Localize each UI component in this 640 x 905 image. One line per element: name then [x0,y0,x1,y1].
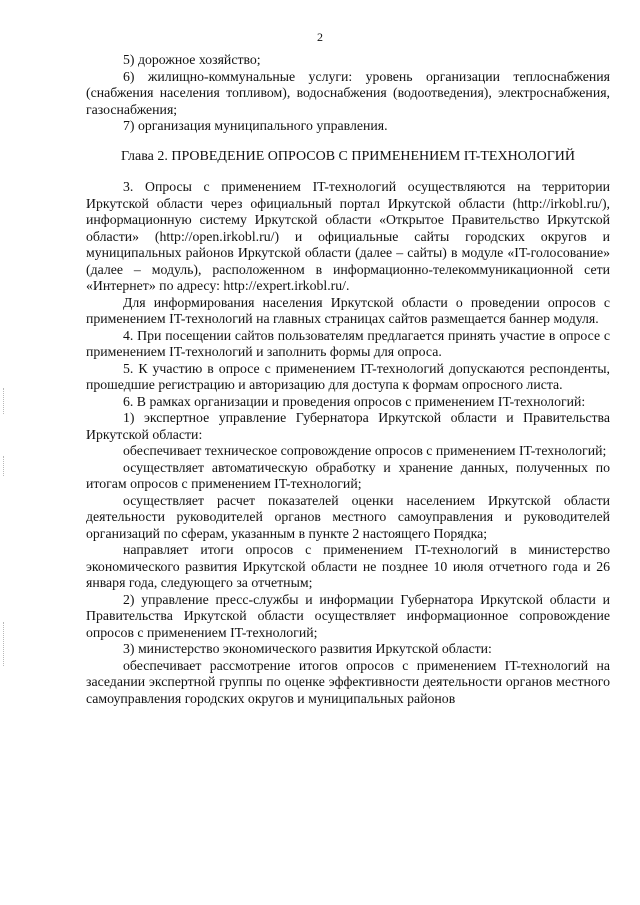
document-body [86,52,610,707]
paragraph: осуществляет автоматическую обработку и хранение данных, полученных по итогам опросов с применением IT-технологий; [86,459,610,491]
paragraph: Для информирования населения Иркутской области о проведении опросов с применением IT-технологий на главных страницах сайтов размещается баннер модуля. [86,294,610,326]
paragraph: осуществляет расчет показателей оценки населением Иркутской области деятельности руководителей органов местного самоуправления и руководителей организаций по сферам, указанным в пункте 2 настоящего Порядка; [86,492,610,541]
paragraph: 3. Опросы с применением IT-технологий осуществляются на территории Иркутской области через официальный портал Иркутской области (http://irkobl.ru/), информационную систему Иркутской области «Открытое Правительство Иркутской области» (http://open.irkobl.ru/) и официальные сайты городских округов и муниципальных районов Иркутской области (далее – сайты) в модуле «IT-голосование» (далее – модуль), расположенном в информационно-телекоммуникационной сети «Интернет» по адресу: http://expert.irkobl.ru/. [86,179,610,293]
paragraph: 5. К участию в опросе с применением IT-технологий допускаются респонденты, прошедшие регистрацию и авторизацию для доступа к формам опросного листа. [86,360,610,392]
list-item: 7) организация муниципального управления. [123,118,388,133]
paragraph: обеспечивает рассмотрение итогов опросов с применением IT-технологий на заседании экспертной группы по оценке эффективности деятельности органов местного самоуправления городских округов и муниципальных районов [86,657,610,706]
paragraph: 6. В рамках организации и проведения опросов с применением IT-технологий: [123,393,586,409]
paragraph: 3) министерство экономического развития Иркутской области: [123,641,492,656]
list-item: 5) дорожное хозяйство; [123,52,261,67]
margin-mark [3,456,5,476]
list-item: 6) жилищно-коммунальные услуги: уровень организации теплоснабжения (снабжения населения топливом), водоснабжения (водоотведения), электроснабжения, газоснабжения; [86,68,610,117]
paragraph: 4. При посещении сайтов пользователям предлагается принять участие в опросе с применением IT-технологий и заполнить формы для опроса. [86,327,610,359]
paragraph: 1) экспертное управление Губернатора Иркутской области и Правительства Иркутской области: [86,410,610,442]
margin-mark [3,622,5,666]
page-number: 2 [317,30,323,44]
paragraph: 2) управление пресс-службы и информации Губернатора Иркутской области и Правительства Иркутской области осуществляет информационное сопровождение опросов с применением IT-технологий; [86,591,610,640]
margin-mark [3,388,5,414]
paragraph: обеспечивает техническое сопровождение опросов с применением IT-технологий; [123,443,607,458]
chapter-title: Глава 2. ПРОВЕДЕНИЕ ОПРОСОВ С ПРИМЕНЕНИЕМ IT-ТЕХНОЛОГИЙ [120,148,576,164]
paragraph: направляет итоги опросов с применением IT-технологий в министерство экономического развития Иркутской области не позднее 10 июля отчетного года и 26 января года, следующего за отчетным; [86,542,610,590]
